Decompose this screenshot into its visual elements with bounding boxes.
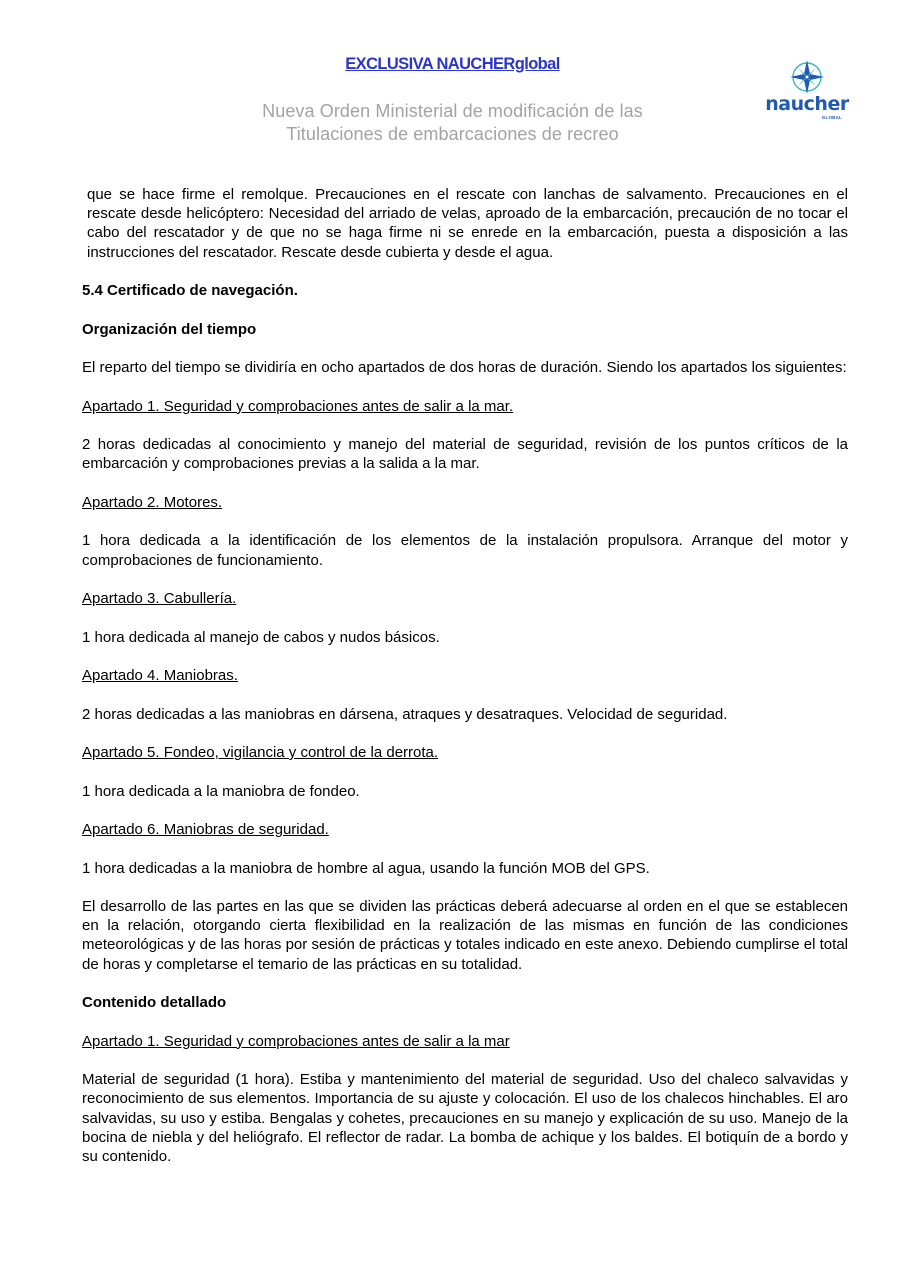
apartado-title: Apartado 3. Cabullería. [82, 590, 237, 608]
exclusive-link[interactable]: EXCLUSIVA NAUCHERglobal [345, 55, 560, 73]
subtitle-line-2: Titulaciones de embarcaciones de recreo [286, 124, 619, 144]
logo-subtext: GLOBAL [821, 115, 842, 120]
apartado-title: Apartado 1. Seguridad y comprobaciones antes de salir a la mar. [82, 397, 514, 415]
apartado-text: 2 horas dedicadas al conocimiento y manejo del material de seguridad, revisión de los puntos críticos de la embarcación y comprobaciones previas a la salida a la mar. [82, 436, 848, 473]
apartado-title: Apartado 4. Maniobras. [82, 667, 238, 685]
desarrollo-paragraph: El desarrollo de las partes en las que se dividen las prácticas deberá adecuarse al orden en el que se establecen en la relación, otorgando cierta flexibilidad en la realización de las mismas en función de las condiciones meteorológicas y de las horas por sesión de prácticas y totales indicado en este anexo. Debiendo cumplirse el total de horas y completarse el temario de las prácticas en su totalidad. [82, 898, 848, 973]
logo-wordmark: naucher [765, 93, 849, 115]
section-heading-certificado: 5.4 Certificado de navegación. [82, 282, 298, 300]
apartado-title: Apartado 6. Maniobras de seguridad. [82, 821, 329, 839]
reparto-paragraph: El reparto del tiempo se dividiría en ocho apartados de dos horas de duración. Siendo los apartados los siguientes: [82, 359, 847, 377]
page-header [0, 0, 905, 170]
apartado-text: 1 hora dedicada a la identificación de los elementos de la instalación propulsora. Arranque del motor y comprobaciones de funcionamiento. [82, 532, 848, 569]
document-body [82, 185, 848, 1185]
subsection-heading-organizacion: Organización del tiempo [82, 320, 257, 338]
apartado-text: 2 horas dedicadas a las maniobras en dársena, atraques y desatraques. Velocidad de seguridad. [82, 705, 728, 723]
apartado-title: Apartado 5. Fondeo, vigilancia y control de la derrota. [82, 744, 439, 762]
subtitle-line-1: Nueva Orden Ministerial de modificación de las [262, 101, 643, 121]
apartado-title: Apartado 2. Motores. [82, 493, 223, 511]
apartado-text: 1 hora dedicada al manejo de cabos y nudos básicos. [82, 628, 440, 646]
contenido-apartado-title: Apartado 1. Seguridad y comprobaciones antes de salir a la mar [82, 1032, 510, 1050]
continuation-paragraph: que se hace firme el remolque. Precauciones en el rescate con lanchas de salvamento. Precauciones en el rescate desde helicóptero: Necesidad del arriado de velas, aproado de la embarcación, precaución de no tocar el cabo del rescatador y de que no se haga firme ni se enrede en la embarcación, puesta a disposición a las instrucciones del rescatador. Rescate desde cubierta y desde el agua. [87, 186, 848, 261]
material-paragraph: Material de seguridad (1 hora). Estiba y mantenimiento del material de seguridad. Uso del chaleco salvavidas y reconocimiento de sus elementos. Importancia de su ajuste y colocación. El uso de los chalecos hinchables. El aro salvavidas, su uso y estiba. Bengalas y cohetes, precauciones en su manejo y explicación de su uso. Manejo de la bocina de niebla y del heliógrafo. El reflector de radar. La bomba de achique y los baldes. El botiquín de a bordo y su contenido. [82, 1071, 848, 1165]
apartado-text: 1 hora dedicadas a la maniobra de hombre al agua, usando la función MOB del GPS. [82, 859, 650, 877]
apartado-text: 1 hora dedicada a la maniobra de fondeo. [82, 782, 360, 800]
compass-rose-icon [764, 58, 850, 96]
subsection-heading-contenido: Contenido detallado [82, 994, 227, 1012]
naucher-logo [764, 58, 850, 124]
